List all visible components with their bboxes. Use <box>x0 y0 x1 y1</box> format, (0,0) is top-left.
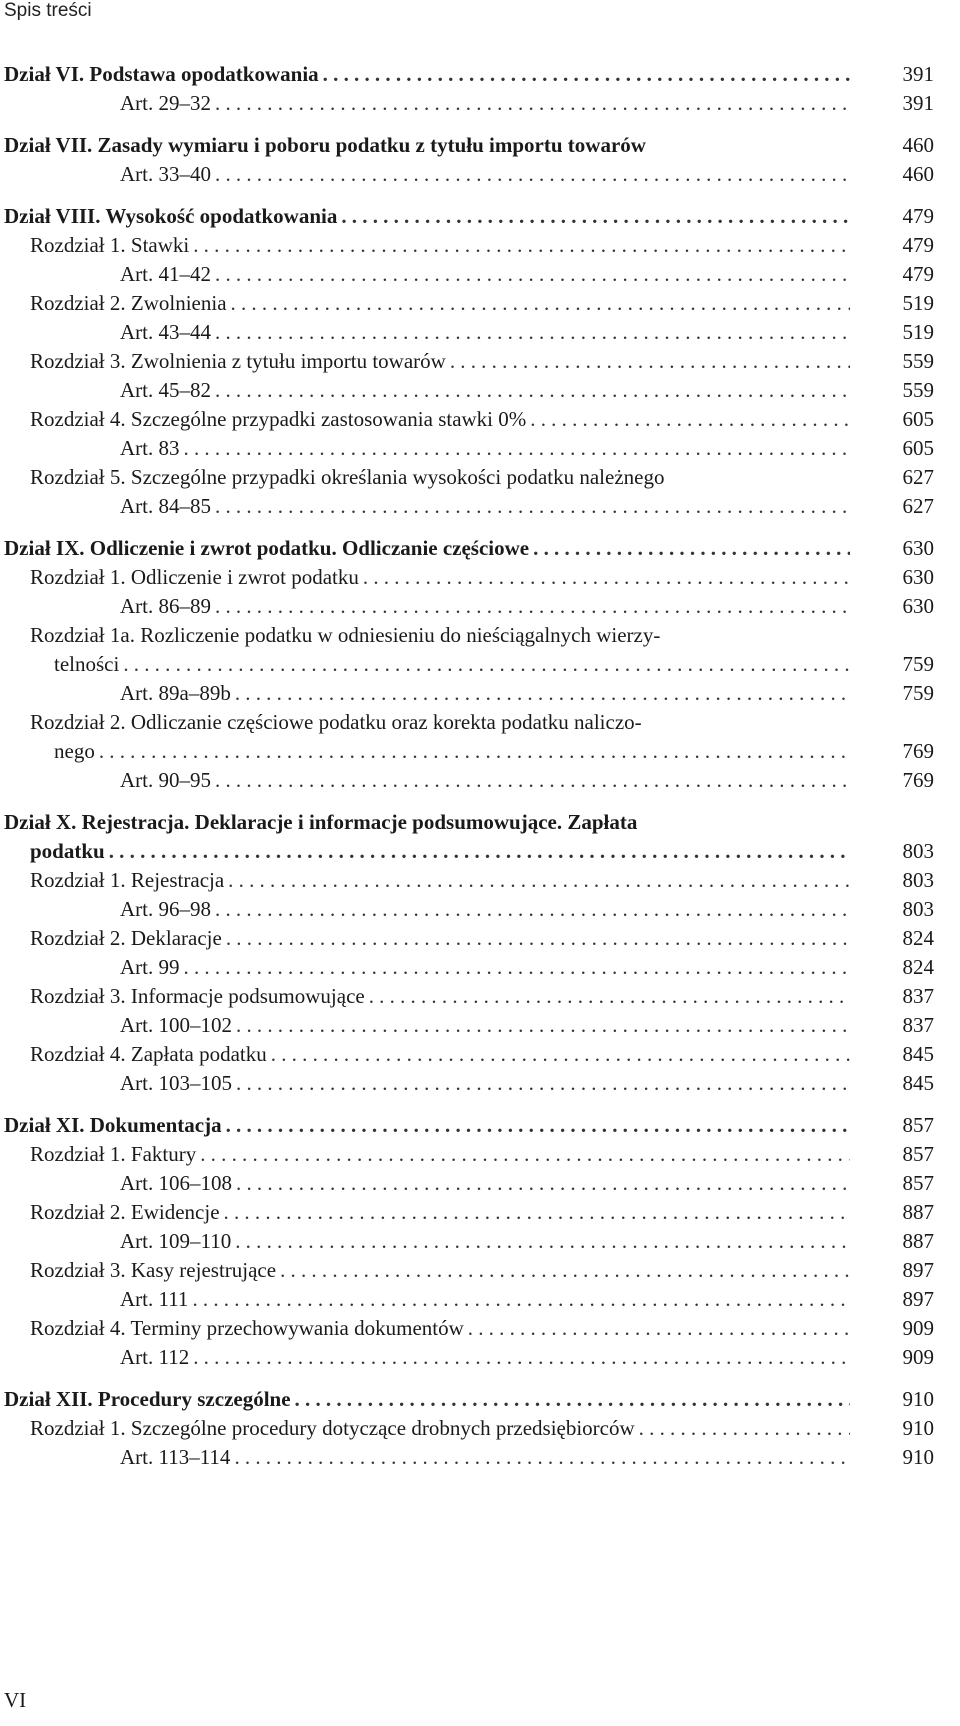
toc-entry[interactable] <box>0 202 960 231</box>
toc-entry-title: Rozdział 1a. Rozliczenie podatku w odniesieniu do nieściągalnych wierzy- <box>30 623 661 647</box>
leader-dots <box>215 492 850 521</box>
leader-dots <box>369 982 850 1011</box>
running-header: Spis treści <box>4 0 92 21</box>
leader-dots <box>99 737 850 766</box>
toc-entry-title: Art. 45–82 <box>120 376 215 405</box>
toc-page-number: 630 <box>902 536 934 560</box>
toc-entry[interactable] <box>0 231 960 260</box>
toc-entry[interactable] <box>0 895 960 924</box>
toc-page-number: 845 <box>902 1042 934 1066</box>
toc-entry-title: Art. 89a–89b <box>120 679 235 708</box>
toc-entry-title: Art. 83 <box>120 434 184 463</box>
toc-entry-title: Rozdział 3. Informacje podsumowujące <box>30 982 369 1011</box>
leader-dots <box>226 1111 850 1140</box>
toc-entry[interactable] <box>0 60 960 89</box>
toc-entry[interactable] <box>0 1227 960 1256</box>
leader-dots <box>184 434 851 463</box>
leader-dots <box>109 837 850 866</box>
toc-page-number: 519 <box>902 291 934 315</box>
toc-page-number: 759 <box>902 652 934 676</box>
toc-entry[interactable] <box>0 924 960 953</box>
toc-page-number: 605 <box>902 436 934 460</box>
toc-page-number: 605 <box>902 407 934 431</box>
toc-entry[interactable] <box>0 160 960 189</box>
toc-entry-title: Art. 106–108 <box>120 1169 236 1198</box>
toc-entry[interactable] <box>0 347 960 376</box>
toc-entry[interactable] <box>0 766 960 795</box>
toc-entry[interactable] <box>0 866 960 895</box>
toc-entry[interactable] <box>0 1285 960 1314</box>
toc-page-number: 857 <box>902 1171 934 1195</box>
leader-dots <box>215 766 850 795</box>
toc-entry[interactable] <box>0 1140 960 1169</box>
toc-entry-title: Art. 29–32 <box>120 89 215 118</box>
toc-entry[interactable] <box>0 492 960 521</box>
toc-entry-title-continued: nego <box>54 737 99 766</box>
toc-entry-title: Art. 96–98 <box>120 895 215 924</box>
leader-dots <box>192 1285 850 1314</box>
leader-dots <box>215 376 850 405</box>
toc-entry-title: Art. 109–110 <box>120 1227 235 1256</box>
leader-dots <box>235 1227 850 1256</box>
leader-dots <box>231 289 850 318</box>
toc-entry[interactable] <box>0 318 960 347</box>
toc-entry-title: Rozdział 3. Zwolnienia z tytułu importu towarów <box>30 347 450 376</box>
leader-dots <box>226 924 850 953</box>
leader-dots <box>363 563 850 592</box>
toc-entry[interactable] <box>0 1314 960 1343</box>
leader-dots <box>341 202 850 231</box>
toc-page-number: 627 <box>902 465 934 489</box>
toc-page-number: 803 <box>902 897 934 921</box>
leader-dots <box>215 89 850 118</box>
toc-entry-title: Art. 99 <box>120 953 184 982</box>
leader-dots <box>236 1169 850 1198</box>
toc-entry-title: Art. 112 <box>120 1343 193 1372</box>
toc-entry-title: Art. 103–105 <box>120 1069 236 1098</box>
toc-entry-title: Rozdział 2. Odliczanie częściowe podatku oraz korekta podatku naliczo- <box>30 710 642 734</box>
toc-page-number: 391 <box>902 91 934 115</box>
toc-entry[interactable] <box>0 1198 960 1227</box>
toc-entry[interactable] <box>0 982 960 1011</box>
toc-entry[interactable] <box>0 1169 960 1198</box>
leader-dots <box>234 1443 850 1472</box>
toc-page-number: 845 <box>902 1071 934 1095</box>
toc-page-number: 887 <box>902 1229 934 1253</box>
toc-entry-title: Rozdział 3. Kasy rejestrujące <box>30 1256 280 1285</box>
toc-page-number: 769 <box>902 739 934 763</box>
toc-entry-title: Dział VI. Podstawa opodatkowania <box>4 60 323 89</box>
toc-entry[interactable] <box>0 131 960 160</box>
leader-dots <box>228 866 850 895</box>
toc-page-number: 857 <box>902 1142 934 1166</box>
leader-dots <box>215 160 850 189</box>
toc-page-number: 910 <box>902 1387 934 1411</box>
toc-page-number: 630 <box>902 565 934 589</box>
toc-page-number: 460 <box>902 133 934 157</box>
toc-entry[interactable] <box>0 1385 960 1414</box>
leader-dots <box>236 1069 850 1098</box>
leader-dots <box>236 1011 850 1040</box>
toc-page-number: 519 <box>902 320 934 344</box>
leader-dots <box>215 318 850 347</box>
toc-entry-title: Art. 33–40 <box>120 160 215 189</box>
toc-entry[interactable] <box>0 463 960 492</box>
toc-entry-title: Rozdział 1. Rejestracja <box>30 866 228 895</box>
toc-entry-title: Rozdział 2. Deklaracje <box>30 924 226 953</box>
table-of-contents <box>0 60 960 1472</box>
toc-page-number: 559 <box>902 349 934 373</box>
toc-entry[interactable] <box>0 289 960 318</box>
toc-entry[interactable] <box>0 1343 960 1372</box>
page-number: VI <box>4 1688 27 1712</box>
toc-entry-title: Art. 100–102 <box>120 1011 236 1040</box>
toc-page-number: 824 <box>902 926 934 950</box>
toc-page-number: 803 <box>902 868 934 892</box>
toc-entry-title: Rozdział 5. Szczególne przypadki określania wysokości podatku należnego <box>30 463 668 492</box>
toc-entry[interactable] <box>0 260 960 289</box>
toc-entry[interactable] <box>0 621 960 679</box>
leader-dots <box>215 895 850 924</box>
leader-dots <box>323 60 850 89</box>
leader-dots <box>271 1040 850 1069</box>
toc-entry[interactable] <box>0 405 960 434</box>
toc-page-number: 910 <box>902 1416 934 1440</box>
toc-entry[interactable] <box>0 592 960 621</box>
toc-entry-title: Art. 84–85 <box>120 492 215 521</box>
toc-entry[interactable] <box>0 808 960 866</box>
toc-entry-title: Rozdział 4. Szczególne przypadki zastosowania stawki 0% <box>30 405 530 434</box>
toc-entry-title: Art. 86–89 <box>120 592 215 621</box>
toc-page-number: 897 <box>902 1287 934 1311</box>
toc-entry[interactable] <box>0 434 960 463</box>
toc-page-number: 630 <box>902 594 934 618</box>
toc-entry[interactable] <box>0 376 960 405</box>
toc-entry[interactable] <box>0 89 960 118</box>
toc-entry[interactable] <box>0 679 960 708</box>
toc-page-number: 769 <box>902 768 934 792</box>
toc-entry-title: Art. 90–95 <box>120 766 215 795</box>
toc-page-number: 460 <box>902 162 934 186</box>
toc-entry[interactable] <box>0 1414 960 1443</box>
toc-page-number: 391 <box>902 62 934 86</box>
toc-entry-title: Dział XII. Procedury szczególne <box>4 1385 295 1414</box>
toc-entry-title-continued: telności <box>54 650 123 679</box>
leader-dots <box>450 347 850 376</box>
toc-entry-title: Art. 41–42 <box>120 260 215 289</box>
toc-entry-title: Rozdział 2. Zwolnienia <box>30 289 231 318</box>
leader-dots <box>235 679 850 708</box>
toc-entry-title: Rozdział 1. Odliczenie i zwrot podatku <box>30 563 363 592</box>
toc-entry[interactable] <box>0 563 960 592</box>
leader-dots <box>468 1314 850 1343</box>
toc-page-number: 857 <box>902 1113 934 1137</box>
leader-dots <box>533 534 850 563</box>
toc-entry-title: Dział VIII. Wysokość opodatkowania <box>4 202 341 231</box>
toc-entry-title: Rozdział 1. Stawki <box>30 231 193 260</box>
toc-page-number: 897 <box>902 1258 934 1282</box>
toc-entry-title: Rozdział 2. Ewidencje <box>30 1198 224 1227</box>
toc-entry-title: Art. 111 <box>120 1285 192 1314</box>
toc-page-number: 479 <box>902 262 934 286</box>
leader-dots <box>280 1256 850 1285</box>
toc-entry[interactable] <box>0 953 960 982</box>
toc-entry-title: Dział XI. Dokumentacja <box>4 1111 226 1140</box>
toc-page-number: 479 <box>902 233 934 257</box>
leader-dots <box>193 1343 850 1372</box>
leader-dots <box>530 405 850 434</box>
toc-entry-title: Dział VII. Zasady wymiaru i poboru podatku z tytułu importu towarów <box>4 131 650 160</box>
toc-page-number: 824 <box>902 955 934 979</box>
toc-page-number: 837 <box>902 984 934 1008</box>
toc-entry-title: Rozdział 4. Terminy przechowywania dokumentów <box>30 1314 468 1343</box>
toc-entry-title: Dział IX. Odliczenie i zwrot podatku. Odliczanie częściowe <box>4 534 533 563</box>
toc-entry-title: Art. 113–114 <box>120 1443 234 1472</box>
leader-dots <box>123 650 850 679</box>
leader-dots <box>224 1198 850 1227</box>
toc-entry[interactable] <box>0 1040 960 1069</box>
toc-entry[interactable] <box>0 534 960 563</box>
toc-page-number: 803 <box>902 839 934 863</box>
toc-page-number: 909 <box>902 1345 934 1369</box>
toc-page-number: 887 <box>902 1200 934 1224</box>
toc-page-number: 909 <box>902 1316 934 1340</box>
leader-dots <box>200 1140 850 1169</box>
toc-entry-title: Rozdział 4. Zapłata podatku <box>30 1040 271 1069</box>
leader-dots <box>639 1414 850 1443</box>
toc-entry[interactable] <box>0 1256 960 1285</box>
leader-dots <box>184 953 851 982</box>
toc-page-number: 627 <box>902 494 934 518</box>
toc-entry-title: Dział X. Rejestracja. Deklaracje i informacje podsumowujące. Zapłata <box>4 810 638 834</box>
leader-dots <box>215 592 850 621</box>
toc-entry[interactable] <box>0 708 960 766</box>
leader-dots <box>215 260 850 289</box>
toc-entry-title: Rozdział 1. Faktury <box>30 1140 200 1169</box>
toc-entry-title: Art. 43–44 <box>120 318 215 347</box>
leader-dots <box>295 1385 850 1414</box>
toc-entry-title-continued: podatku <box>30 837 109 866</box>
toc-entry-title: Rozdział 1. Szczególne procedury dotyczące drobnych przedsiębiorców <box>30 1414 639 1443</box>
toc-entry[interactable] <box>0 1011 960 1040</box>
toc-entry[interactable] <box>0 1069 960 1098</box>
toc-page-number: 559 <box>902 378 934 402</box>
toc-page-number: 479 <box>902 204 934 228</box>
leader-dots <box>193 231 850 260</box>
toc-page-number: 910 <box>902 1445 934 1469</box>
toc-entry[interactable] <box>0 1443 960 1472</box>
toc-entry[interactable] <box>0 1111 960 1140</box>
toc-page-number: 837 <box>902 1013 934 1037</box>
toc-page-number: 759 <box>902 681 934 705</box>
